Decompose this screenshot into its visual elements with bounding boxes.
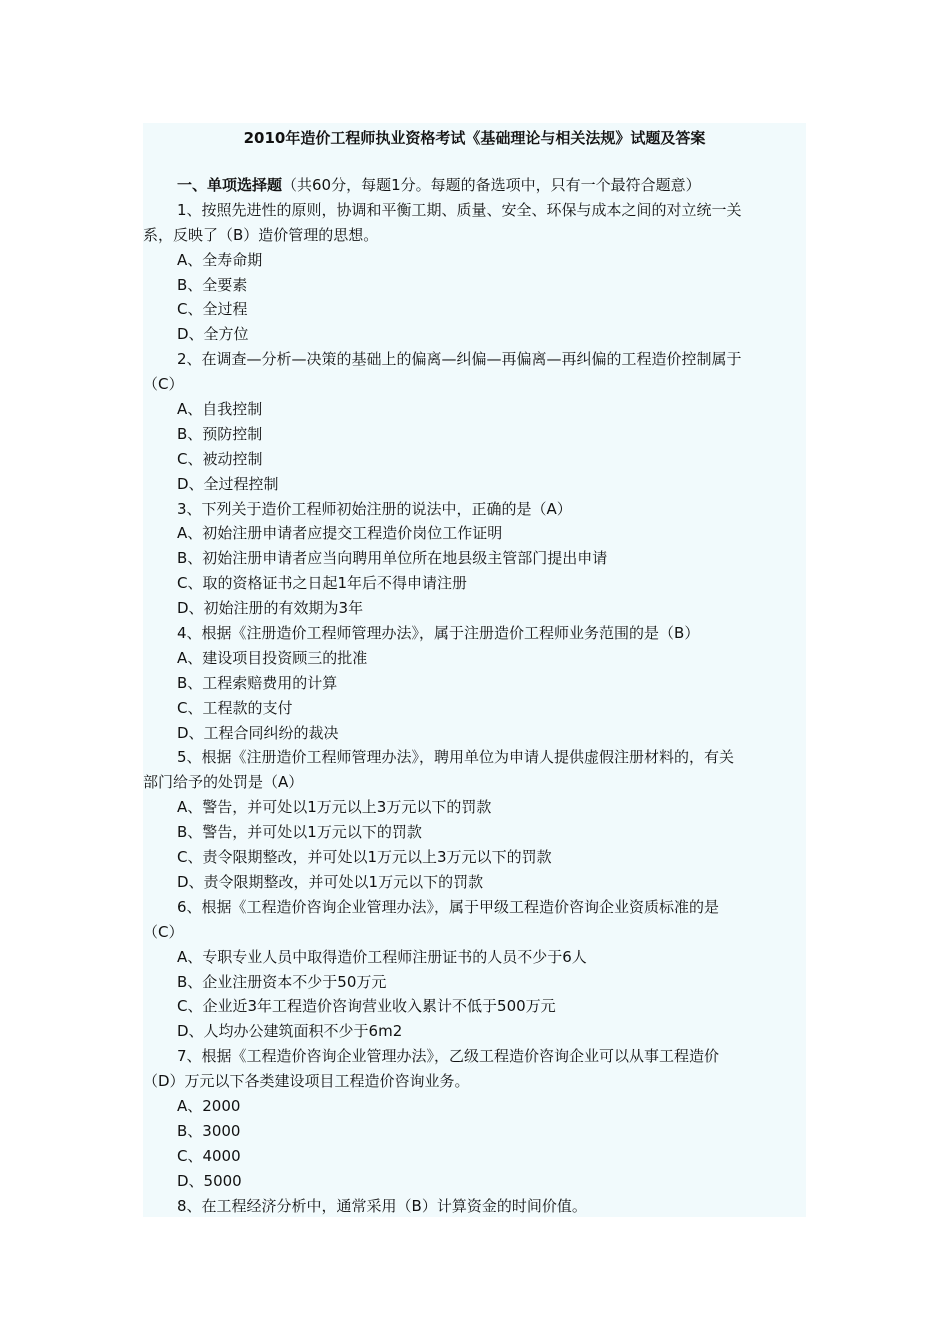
text-line: C、企业近3年工程造价咨询营业收入累计不低于500万元	[177, 997, 556, 1016]
question-list	[143, 173, 806, 1218]
text-line: （D）万元以下各类建设项目工程造价咨询业务。	[143, 1072, 470, 1091]
text-line: C、被动控制	[177, 449, 263, 468]
text-line: A、自我控制	[177, 400, 263, 419]
section-heading-line	[143, 173, 806, 198]
text-line: D、责令限期整改，并可处以1万元以下的罚款	[177, 872, 484, 891]
text-line: 系，反映了（B）造价管理的思想。	[143, 225, 379, 244]
text-line: C、全过程	[177, 300, 248, 319]
text-line: （C）	[143, 375, 184, 394]
text-line: 6、根据《工程造价咨询企业管理办法》，属于甲级工程造价咨询企业资质标准的是	[177, 897, 720, 916]
text-line: A、警告，并可处以1万元以上3万元以下的罚款	[177, 798, 492, 817]
text-line: D、人均办公建筑面积不少于6m2	[177, 1022, 403, 1041]
text-line: A、初始注册申请者应提交工程造价岗位工作证明	[177, 524, 503, 543]
text-line: 2、在调查—分析—决策的基础上的偏离—纠偏—再偏离—再纠偏的工程造价控制属于	[177, 350, 742, 369]
text-line: C、取的资格证书之日起1年后不得申请注册	[177, 574, 468, 593]
text-line: C、4000	[177, 1146, 241, 1165]
text-line: 3、下列关于造价工程师初始注册的说法中，正确的是（A）	[177, 499, 572, 518]
text-line: 5、根据《注册造价工程师管理办法》，聘用单位为申请人提供虚假注册材料的，有关	[177, 748, 735, 767]
text-line: （C）	[143, 922, 184, 941]
text-line: D、初始注册的有效期为3年	[177, 599, 364, 618]
text-line: C、工程款的支付	[177, 698, 293, 717]
text-line: B、3000	[177, 1121, 241, 1140]
text-line: A、建设项目投资顾三的批准	[177, 648, 368, 667]
document-title: 2010年造价工程师执业资格考试《基础理论与相关法规》试题及答案	[243, 129, 706, 147]
text-line: D、工程合同纠纷的裁决	[177, 723, 339, 742]
text-line: B、工程索赔费用的计算	[177, 673, 338, 692]
text-line: C、责令限期整改，并可处以1万元以上3万元以下的罚款	[177, 848, 552, 867]
text-line: A、全寿命期	[177, 250, 263, 269]
text-line: B、企业注册资本不少于50万元	[177, 972, 387, 991]
text-line: 1、按照先进性的原则，协调和平衡工期、质量、安全、环保与成本之间的对立统一关	[177, 200, 742, 219]
text-line: B、初始注册申请者应当向聘用单位所在地县级主管部门提出申请	[177, 549, 608, 568]
section-note: （共60分，每题1分。每题的备选项中，只有一个最符合题意）	[282, 176, 701, 194]
section-heading: 一、单项选择题	[177, 176, 283, 194]
text-line: 部门给予的处罚是（A）	[143, 773, 304, 792]
text-line: D、全过程控制	[177, 474, 279, 493]
text-line: 7、根据《工程造价咨询企业管理办法》，乙级工程造价咨询企业可以从事工程造价	[177, 1047, 720, 1066]
text-line: 8、在工程经济分析中，通常采用（B）计算资金的时间价值。	[177, 1196, 587, 1215]
text-line: D、5000	[177, 1171, 242, 1190]
text-line: B、全要素	[177, 275, 248, 294]
text-line: B、警告，并可处以1万元以下的罚款	[177, 823, 422, 842]
text-line: A、专职专业人员中取得造价工程师注册证书的人员不少于6人	[177, 947, 587, 966]
text-line: A、2000	[177, 1096, 241, 1115]
text-line: D、全方位	[177, 325, 249, 344]
text-line: B、预防控制	[177, 424, 263, 443]
text-line: 4、根据《注册造价工程师管理办法》，属于注册造价工程师业务范围的是（B）	[177, 624, 700, 643]
document-page	[143, 123, 806, 1217]
